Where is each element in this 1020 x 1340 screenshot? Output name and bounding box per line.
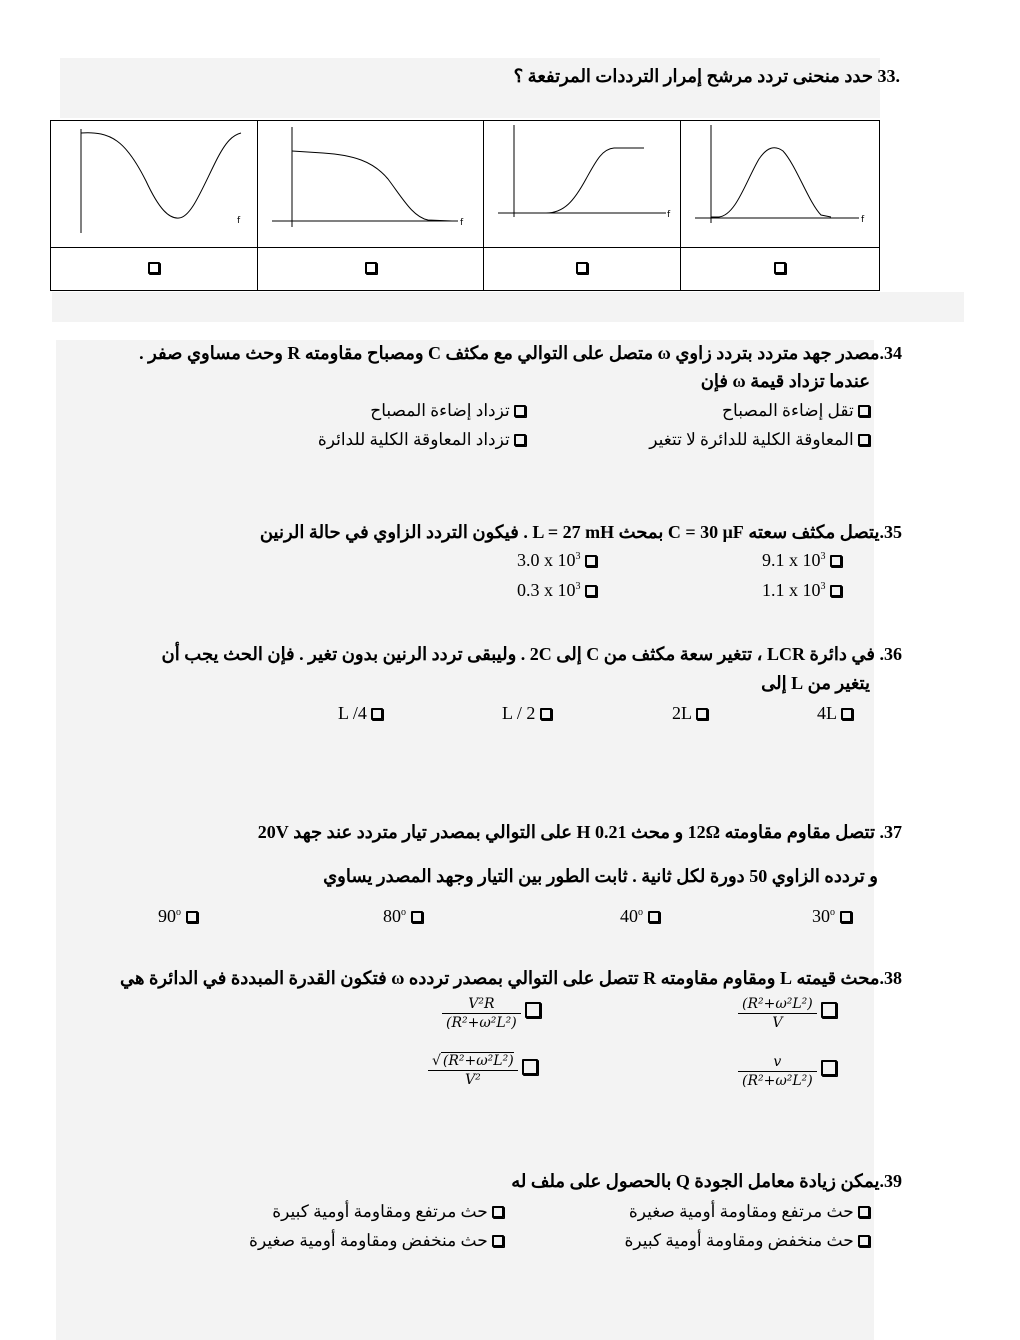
q35-option-c-checkbox[interactable]: [830, 585, 842, 597]
q37-option-d-deg: o: [176, 907, 181, 918]
q38-option-a-checkbox[interactable]: [821, 1002, 837, 1018]
q34-option-c-checkbox[interactable]: [858, 434, 870, 446]
graph-band-pass: [681, 121, 880, 248]
q36-option-b: [672, 703, 708, 724]
q38-option-b-checkbox[interactable]: [525, 1002, 541, 1018]
q34-number: .34: [879, 343, 902, 363]
q35-option-c-exp: 3: [820, 581, 826, 592]
q33-option-3-cell: [484, 248, 681, 291]
q37-option-d: [158, 906, 198, 927]
q34-option-b-checkbox[interactable]: [514, 405, 526, 417]
q35-option-a: [762, 550, 842, 571]
q37-option-c-deg: o: [401, 907, 406, 918]
graph2-axis-label: f: [460, 218, 464, 228]
q36-option-c-label: L / 2: [502, 703, 536, 723]
q38-text: محث قيمته L ومقاوم مقاومته R تتصل على التوالي بمصدر تردده ω فتكون القدرة المبددة في الدائرة هي: [119, 968, 880, 988]
q37-text-line1: تتصل مقاوم مقاومته 12Ω و محث 0.21 H على التوالي بمصدر تيار متردد عند جهد 20V: [257, 822, 875, 842]
q39-option-a: [629, 1202, 870, 1222]
q33-option-1-cell: [51, 248, 258, 291]
q38-option-c: [738, 1054, 837, 1089]
q35-option-d-label: 0.3 x 10: [517, 580, 576, 600]
q38-title: [120, 968, 902, 989]
q38-option-c-den: (R²+ω²L²): [742, 1073, 813, 1089]
q34-text-line2: عندما تزداد قيمة ω فإن: [700, 371, 870, 391]
q36-option-b-checkbox[interactable]: [696, 708, 708, 720]
q37-option-a-checkbox[interactable]: [840, 911, 852, 923]
q34-option-d-label: تزداد المعاوقة الكلية للدائرة: [317, 430, 510, 449]
q33-graph-table: [50, 120, 880, 291]
shade-band: [52, 292, 964, 322]
q37-option-a: [812, 906, 852, 927]
q33-option-3-checkbox[interactable]: [576, 262, 588, 274]
q35-option-b-exp: 3: [575, 551, 581, 562]
q34-title: [139, 343, 902, 364]
q37-option-c: [383, 906, 423, 927]
q38-option-c-fraction: [738, 1054, 817, 1089]
q34-option-b-label: تزداد إضاءة المصباح: [370, 401, 510, 420]
q37-option-b-checkbox[interactable]: [648, 911, 660, 923]
q33-option-4-cell: [681, 248, 880, 291]
q38-option-c-num: v: [738, 1054, 817, 1072]
q34-option-a-checkbox[interactable]: [858, 405, 870, 417]
q38-number: .38: [879, 968, 902, 988]
q36-option-c-checkbox[interactable]: [540, 708, 552, 720]
q38-option-d-num: (R²+ω²L²): [442, 1053, 514, 1069]
q34-option-c-label: المعاوقة الكلية للدائرة لا تتغير: [649, 430, 854, 449]
q36-option-b-label: 2L: [672, 703, 692, 723]
q38-option-d-fraction: [428, 1052, 518, 1088]
q39-title: [511, 1171, 902, 1192]
q38-option-a-num: (R²+ω²L²): [738, 996, 817, 1014]
q39-number: .39: [879, 1171, 902, 1191]
q34-text-line1: مصدر جهد متردد بتردد زاوي ω متصل على التوالي مع مكثف C ومصباح مقاومته R وحث مساوي صفر .: [139, 343, 880, 363]
q39-option-b: [272, 1202, 504, 1222]
q36-option-a-checkbox[interactable]: [841, 708, 853, 720]
q38-option-a-fraction: [738, 996, 817, 1031]
q36-option-d-label: L /4: [338, 703, 367, 723]
q35-option-a-exp: 3: [820, 551, 826, 562]
q35-number: .35: [879, 522, 902, 542]
q35-option-d-checkbox[interactable]: [585, 585, 597, 597]
q34-option-a: [722, 401, 870, 421]
q33-option-2-cell: [258, 248, 484, 291]
q39-option-d-label: حث منخفض ومقاومة أومية صغيرة: [249, 1231, 488, 1250]
q38-option-d-num-wrap: [428, 1052, 518, 1071]
q35-option-a-label: 9.1 x 10: [762, 550, 821, 570]
q36-option-a-label: 4L: [817, 703, 837, 723]
q39-option-a-checkbox[interactable]: [858, 1206, 870, 1218]
q38-option-a-den: V: [772, 1015, 783, 1031]
q37-option-c-checkbox[interactable]: [411, 911, 423, 923]
q36-title: [162, 644, 902, 665]
q38-option-b-den: (R²+ω²L²): [446, 1015, 517, 1031]
q35-option-b-label: 3.0 x 10: [517, 550, 576, 570]
q34-option-a-label: تقل إضاءة المصباح: [722, 401, 854, 420]
q37-option-a-deg: o: [830, 907, 835, 918]
q33-number: 33.: [877, 66, 900, 86]
q39-option-c: [624, 1231, 870, 1251]
q37-text-line2: و تردده الزاوي 50 دورة لكل ثانية . ثابت الطور بين التيار وجهد المصدر يساوي: [323, 866, 878, 886]
q37-option-b-deg: o: [638, 907, 643, 918]
q36-option-c: [502, 703, 552, 724]
q38-option-b: [442, 996, 541, 1031]
q37-option-a-label: 30: [812, 906, 830, 926]
q33-option-4-checkbox[interactable]: [774, 262, 786, 274]
q35-option-b: [517, 550, 597, 571]
q34-option-d-checkbox[interactable]: [514, 434, 526, 446]
q38-option-c-checkbox[interactable]: [821, 1060, 837, 1076]
q37-option-b-label: 40: [620, 906, 638, 926]
q35-title: [260, 522, 902, 543]
q39-option-a-label: حث مرتفع ومقاومة أومية صغيرة: [628, 1202, 854, 1221]
q35-text: يتصل مكثف سعته C = 30 μF بمحث L = 27 mH . فيكون التردد الزاوي في حالة الرنين: [259, 522, 880, 542]
q39-option-d: [249, 1231, 504, 1251]
q35-option-d: [517, 580, 597, 601]
q34-option-c: [649, 430, 870, 450]
q36-option-d: [338, 703, 383, 724]
q35-option-b-checkbox[interactable]: [585, 555, 597, 567]
q35-option-d-exp: 3: [575, 581, 581, 592]
graph3-axis-label: f: [667, 210, 671, 220]
q37-option-d-checkbox[interactable]: [186, 911, 198, 923]
q33-option-2-checkbox[interactable]: [365, 262, 377, 274]
q34-option-b: [370, 401, 526, 421]
q37-title: [258, 822, 902, 843]
q35-option-a-checkbox[interactable]: [830, 555, 842, 567]
q38-option-a: [738, 996, 837, 1031]
graph-band-stop: [51, 121, 258, 248]
q38-option-d: [428, 1052, 538, 1088]
q39-option-b-checkbox[interactable]: [492, 1206, 504, 1218]
q36-number: .36: [879, 644, 902, 664]
q33-title: [514, 66, 900, 87]
graph4-axis-label: f: [861, 215, 865, 225]
q39-option-d-checkbox[interactable]: [492, 1235, 504, 1247]
q35-option-c: [762, 580, 842, 601]
q37-option-c-label: 80: [383, 906, 401, 926]
graph-low-pass: [258, 121, 484, 248]
q37-option-b: [620, 906, 660, 927]
q33-text: حدد منحنى تردد مرشح إمرار الترددات المرتفعة ؟: [513, 66, 873, 86]
q38-option-b-num: V²R: [442, 996, 521, 1014]
q33-option-1-checkbox[interactable]: [148, 262, 160, 274]
q39-text: يمكن زيادة معامل الجودة Q بالحصول على ملف له: [511, 1171, 880, 1191]
q39-option-c-checkbox[interactable]: [858, 1235, 870, 1247]
q39-option-b-label: حث مرتفع ومقاومة أومية كبيرة: [272, 1202, 488, 1221]
graph1-axis-label: f: [237, 216, 241, 226]
q37-number: .37: [879, 822, 902, 842]
q36-option-a: [817, 703, 853, 724]
q38-option-d-checkbox[interactable]: [522, 1059, 538, 1075]
q34-option-d: [318, 430, 526, 450]
q36-option-d-checkbox[interactable]: [371, 708, 383, 720]
q38-option-b-fraction: [442, 996, 521, 1031]
q35-option-c-label: 1.1 x 10: [762, 580, 821, 600]
graph-high-pass: [484, 121, 681, 248]
q39-option-c-label: حث منخفض ومقاومة أومية كبيرة: [624, 1231, 854, 1250]
q37-option-d-label: 90: [158, 906, 176, 926]
q36-text-line2: يتغير من L إلى: [761, 673, 870, 693]
q38-option-d-den: V²: [464, 1072, 481, 1088]
q36-text-line1: في دائرة LCR ، تتغير سعة مكثف من C إلى 2C . وليبقى تردد الرنين بدون تغير . فإن الحث يجب أن: [161, 644, 875, 664]
